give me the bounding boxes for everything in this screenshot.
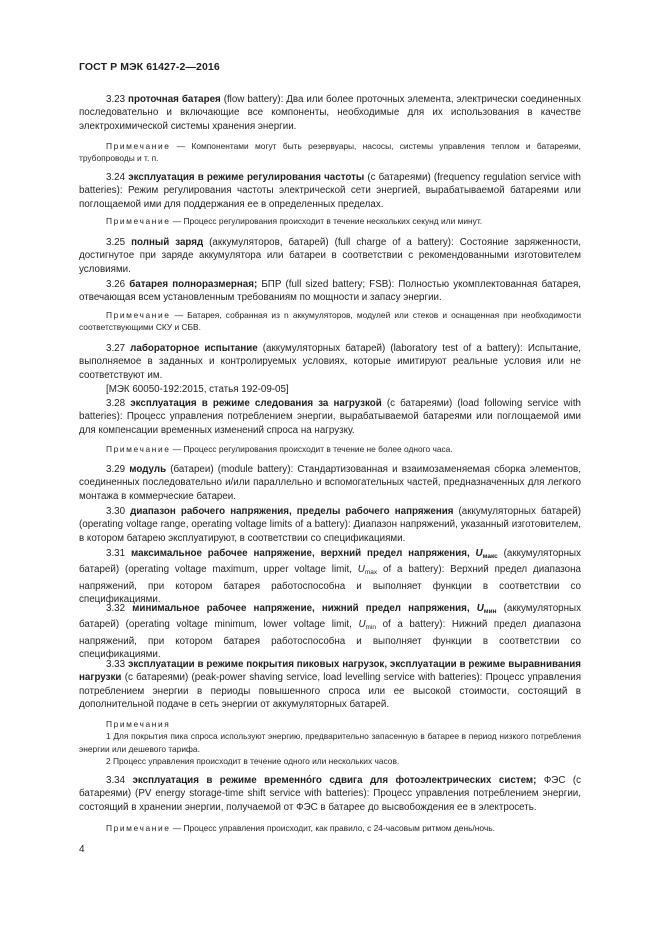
term-definition: (аккумуляторов, батарей) (full charge of a battery): Состояние заряженности, достигнутое при заряде аккумулятора или батареи в соответствии с рекомендованными изготовителем условиями. <box>79 237 581 275</box>
clause-number: 3.31 <box>106 548 126 559</box>
note-label: Примечание <box>106 310 171 320</box>
note-label: Примечание <box>106 216 171 226</box>
term-3-34 <box>79 774 581 814</box>
clause-number: 3.34 <box>106 775 126 786</box>
clause-number: 3.24 <box>106 172 126 183</box>
term-title: эксплуатация в режиме следования за нагрузкой <box>130 398 382 409</box>
clause-number: 3.32 <box>106 603 126 614</box>
clause-number: 3.27 <box>106 343 126 354</box>
note-3-23 <box>79 140 581 165</box>
term-definition-part-b: of a battery): Верхний предел диапазона напряжений, при котором батарея работоспособна и выполняет функции в соответствии со спецификациями. <box>79 564 581 605</box>
page-number: 4 <box>79 844 85 855</box>
term-definition: ФЭС (с батареями) (PV energy storage-time shift service with batteries): Процесс управления потреблением энергии, состоящий в хранении энергии, получаемой от ФЭС в батарее до высвобождения ее в электросеть. <box>79 775 581 813</box>
term-3-23 <box>79 93 581 133</box>
note-text: — Процесс регулирования происходит в течение нескольких секунд или минут. <box>170 216 483 226</box>
note-item-2: 2 Процесс управления происходит в течение одного или нескольких часов. <box>106 756 400 767</box>
note-text: — Компонентами могут быть резервуары, насосы, системы управления теплом и батареями, трубопроводы и т. п. <box>79 141 581 164</box>
term-3-28 <box>79 397 581 437</box>
term-3-29 <box>79 463 581 503</box>
notes-label: Примечания <box>106 719 171 729</box>
voltage-subscript: макс <box>482 553 498 560</box>
note-item-1: 1 Для покрытия пика спроса используют энергию, предварительно запасенную в батарее в период низкого потребления энергии или дешевого тарифа. <box>79 731 581 754</box>
term-3-26 <box>79 278 581 305</box>
clause-number: 3.26 <box>106 279 126 290</box>
note-label: Примечание <box>106 823 171 833</box>
term-3-32 <box>79 602 581 661</box>
term-title: эксплуатация в режиме временно́го сдвига для фотоэлектрических систем; <box>132 775 537 786</box>
voltage-subscript: мин <box>483 608 497 615</box>
term-definition: БПР (full sized battery; FSB): Полностью укомплектованная батарея, отвечающая всем установленным требованиям по мощности и запасу энергии. <box>79 279 581 304</box>
term-3-25 <box>79 236 581 276</box>
voltage-subscript-en: min <box>365 624 376 632</box>
term-3-30 <box>79 505 581 545</box>
notes-3-33 <box>79 718 581 768</box>
term-definition-part-a: (аккумуляторных батарей) (operating voltage minimum, lower voltage limit, <box>79 603 581 631</box>
term-definition: (аккумуляторных батарей) (operating voltage range, operating voltage limits of a battery): Диапазон напряжений, указанный изготовителем, в котором батарею эксплуатируют, в соответствии со спецификациями. <box>79 506 581 544</box>
term-title: полный заряд <box>131 237 204 248</box>
document-header: ГОСТ Р МЭК 61427-2—2016 <box>79 61 220 73</box>
term-definition: (с батареями) (peak-power shaving service, load levelling service with batteries): Процесс управления потреблением энергии в периоды повышенного спроса или ее высокой стоимости, состоящий в дополнительной подаче в сеть энергии от аккумуляторных батарей. <box>79 672 581 710</box>
term-definition: (батареи) (module battery): Стандартизованная и взаимозаменяемая сборка элементов, соединенных последовательно и/или параллельно и вспомогательных частей, предназначенных для легкого монтажа в коммерческие батареи. <box>79 464 581 502</box>
note-label: Примечание <box>106 141 171 151</box>
term-definition: (с батареями) (load following service with batteries): Процесс управления потреблением энергии, вырабатываемой батареями или поглощаемой ими для компенсации временных изменений спроса на нагрузку. <box>79 398 581 436</box>
voltage-symbol: U <box>476 603 484 614</box>
term-3-31 <box>79 547 581 606</box>
term-title: эксплуатация в режиме регулирования частоты <box>128 172 365 183</box>
term-title: батарея полноразмерная; <box>129 279 258 290</box>
voltage-symbol: U <box>475 548 483 559</box>
note-text: — Батарея, собранная из n аккумуляторов, модулей или стеков и оснащенная при необходимости соответствующими СКУ и СБВ. <box>79 310 581 333</box>
clause-number: 3.23 <box>106 94 126 105</box>
note-3-24 <box>79 215 581 227</box>
term-title: модуль <box>129 464 167 475</box>
note-3-28 <box>79 443 581 455</box>
reference-3-27: [МЭК 60050-192:2015, статья 192-09-05] <box>106 384 289 395</box>
term-title: эксплуатации в режиме покрытия пиковых нагрузок, эксплуатации в режиме выравнивания нагрузки <box>79 659 581 684</box>
term-title: минимальное рабочее напряжение, нижний предел напряжения, <box>132 603 470 614</box>
term-definition: (с батареями) (frequency regulation service with batteries): Режим регулирования частоты электрической сети энергией, вырабатываемой батареями или поглощаемой ими для поддержания ее в определенных пределах. <box>79 172 581 210</box>
note-3-34 <box>79 822 581 834</box>
note-text: — Процесс управления происходит, как правило, с 24-часовым ритмом день/ночь. <box>170 823 495 833</box>
clause-number: 3.29 <box>106 464 126 475</box>
note-3-26 <box>79 309 581 334</box>
voltage-symbol-en: U <box>358 619 366 631</box>
term-title: диапазон рабочего напряжения, пределы рабочего напряжения <box>130 506 454 517</box>
voltage-symbol-en: U <box>357 564 365 576</box>
term-3-27 <box>79 342 581 382</box>
note-label: Примечание <box>106 444 171 454</box>
term-title: максимальное рабочее напряжение, верхний предел напряжения, <box>130 548 470 559</box>
voltage-subscript-en: max <box>364 569 378 577</box>
term-title: проточная батарея <box>128 94 221 105</box>
clause-number: 3.33 <box>106 659 126 670</box>
clause-number: 3.28 <box>106 398 126 409</box>
term-title: лабораторное испытание <box>130 343 258 354</box>
term-definition: (flow battery): Два или более проточных элемента, электрически соединенных последовательно и включающие все компоненты, необходимые для их использования в качестве электрохимической системы хранения энергии. <box>79 94 581 132</box>
clause-number: 3.30 <box>106 506 126 517</box>
term-definition: (аккумуляторных батарей) (laboratory test of a battery): Испытание, выполняемое в заданных и контролируемых условиях, которые имитируют реальные условия или не соответствуют им. <box>79 343 581 381</box>
term-definition-part-a: (аккумуляторных батарей) (operating voltage maximum, upper voltage limit, <box>79 548 581 576</box>
clause-number: 3.25 <box>106 237 126 248</box>
term-definition-part-b: of a battery): Нижний предел диапазона напряжений, при котором батарея работоспособна и выполняет функции в соответствии со спецификациями. <box>79 619 581 660</box>
note-text: — Процесс регулирования происходит в течение не более одного часа. <box>170 444 453 454</box>
term-3-33 <box>79 658 581 711</box>
term-3-24 <box>79 171 581 211</box>
